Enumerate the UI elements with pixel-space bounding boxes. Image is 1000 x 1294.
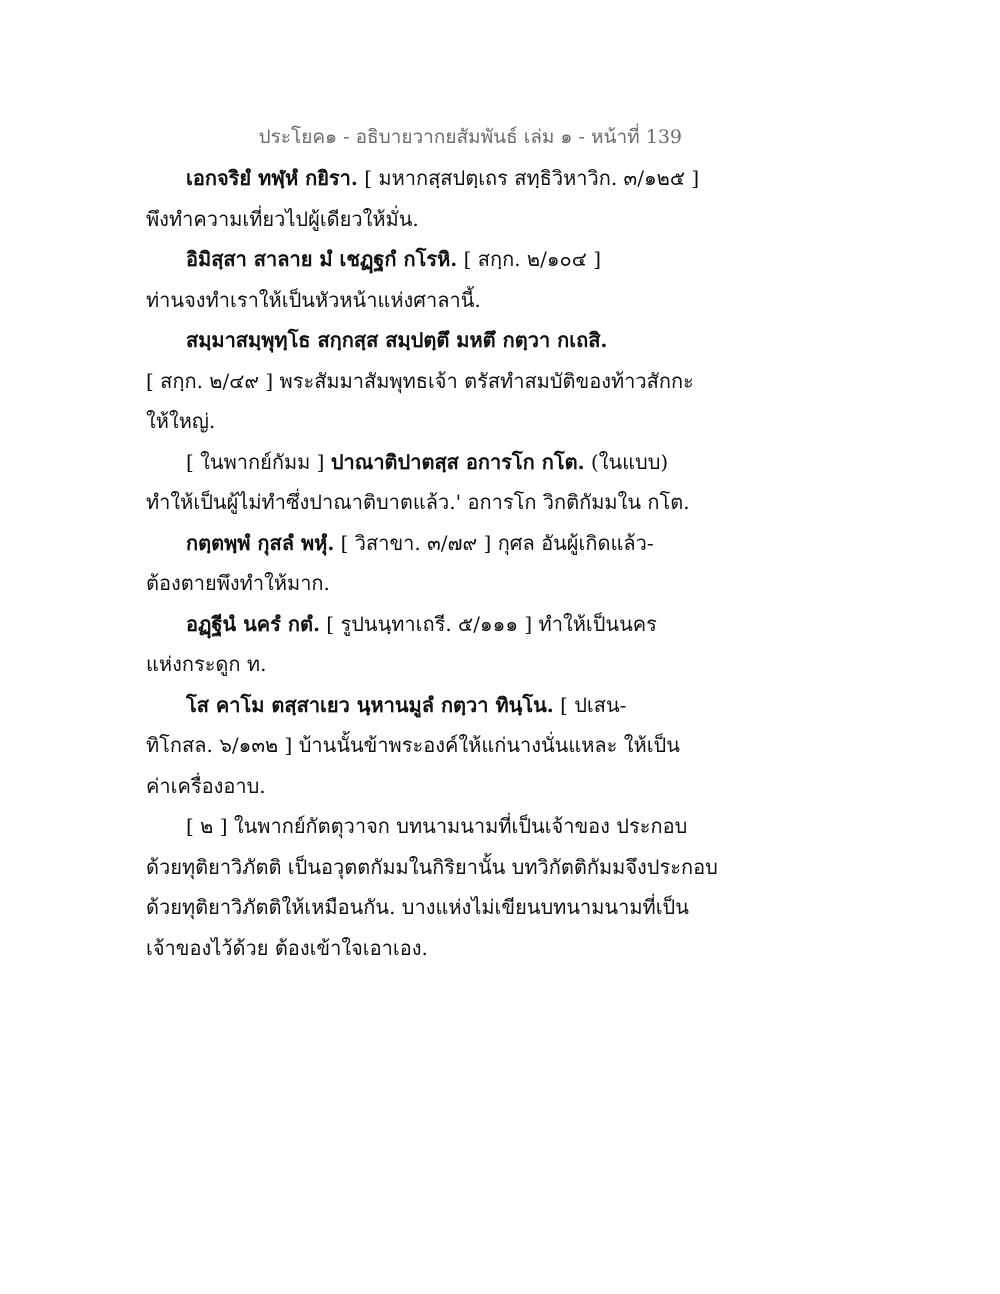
pali-sentence: อิมิสฺสา สาลาย มํ เชฏฺฐกํ กโรหิ. — [186, 247, 458, 271]
translation-line: ต้องตายพึงทำให้มาก. — [146, 571, 330, 595]
paragraph-line: ด้วยทุติยาวิภัตติให้เหมือนกัน. บางแห่งไม่เขียนบทนามนามที่เป็น — [146, 895, 689, 919]
paragraph-line: [ ๒ ] ในพากย์กัตตุวาจก บทนามนามที่เป็นเจ้าของ ประกอบ — [186, 814, 688, 838]
pali-sentence: ปาณาติปาตสฺส อการโก กโต. — [330, 449, 585, 474]
citation: [ รูปนนฺทาเถรี. ๕/๑๑๑ ] ทำให้เป็นนคร — [326, 611, 657, 636]
example-line — [146, 685, 706, 726]
citation: [ สกฺก. ๒/๑๐๔ ] — [463, 247, 602, 271]
context-note: [ ในพากย์กัมม ] — [186, 449, 325, 474]
translation-line: [ สกฺก. ๒/๔๙ ] พระสัมมาสัมพุทธเจ้า ตรัสทำสมบัติของท้าวสักกะ — [146, 368, 694, 393]
citation: [ ปเสน- — [560, 692, 627, 717]
translation-line: พึงทำความเที่ยวไปผู้เดียวให้มั่น. — [146, 206, 419, 231]
example-line — [146, 523, 706, 564]
pali-sentence: อฏฺฐีนํ นครํ กตํ. — [186, 611, 320, 636]
translation-line: ให้ใหญ่. — [146, 409, 216, 433]
paragraph-line: เจ้าของไว้ด้วย ต้องเข้าใจเอาเอง. — [146, 935, 428, 960]
pali-sentence: สมฺมาสมฺพุทฺโธ สกฺกสฺส สมฺปตฺตึ มหตึ กตฺวา กเถสิ. — [186, 328, 608, 352]
page-body — [146, 158, 718, 968]
translation-line: ค่าเครื่องอาบ. — [146, 773, 266, 798]
example-line — [146, 442, 706, 483]
translation-line: ทำให้เป็นผู้ไม่ทำซึ่งปาณาติบาตแล้ว.' อการโก วิกติกัมมใน กโต. — [146, 490, 690, 514]
translation-line: แห่งกระดูก ท. — [146, 652, 267, 676]
running-header: ประโยค๑ - อธิบายวากยสัมพันธ์ เล่ม ๑ - หน้าที่ 139 — [258, 126, 682, 148]
pali-sentence: เอกจริยํ ทฬฺหํ กยิรา. — [186, 166, 358, 190]
citation: (ในแบบ) — [590, 449, 669, 474]
translation-line: ท่านจงทำเราให้เป็นหัวหน้าแห่งศาลานี้. — [146, 287, 481, 312]
pali-sentence: กตฺตพฺพํ กุสลํ พหุํ. — [186, 530, 335, 555]
pali-sentence: โส คาโม ตสฺสาเยว นฺหานมูลํ กตฺวา ทินฺโน. — [186, 692, 554, 717]
translation-line: ทิโกสล. ๖/๑๓๒ ] บ้านนั้นข้าพระองค์ให้แก่นางนั่นแหละ ให้เป็น — [146, 733, 680, 757]
citation: [ วิสาขา. ๓/๗๙ ] กุศล อันผู้เกิดแล้ว- — [340, 530, 654, 555]
example-line — [146, 239, 706, 280]
paragraph-line: ด้วยทุติยาวิภัตติ เป็นอวุตตกัมมในกิริยานั้น บทวิกัตติกัมมจึงประกอบ — [146, 854, 718, 879]
example-line — [146, 320, 706, 361]
example-line — [146, 158, 706, 199]
example-line — [146, 604, 706, 645]
citation: [ มหากสฺสปตฺเถร สทฺธิวิหาวิก. ๓/๑๒๕ ] — [364, 166, 700, 190]
